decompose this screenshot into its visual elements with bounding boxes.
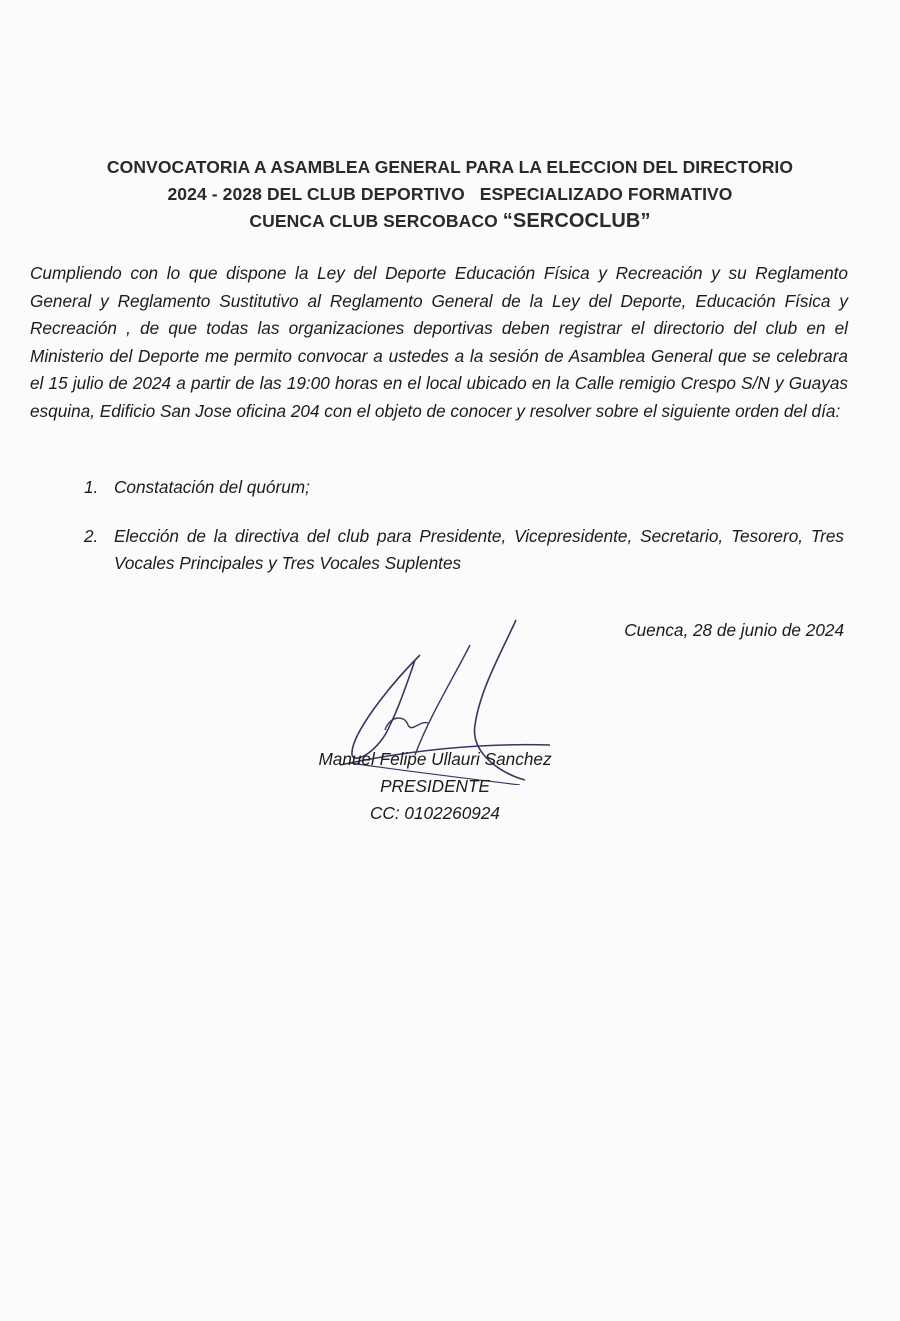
club-name-quoted: “SERCOCLUB” bbox=[502, 210, 651, 232]
title-line-3-text: CUENCA CLUB SERCOBACO bbox=[249, 211, 503, 231]
agenda-item-text: Constatación del quórum; bbox=[114, 477, 310, 497]
title-line-3 bbox=[0, 208, 900, 235]
title-line-1: CONVOCATORIA A ASAMBLEA GENERAL PARA LA ELECCION DEL DIRECTORIO bbox=[106, 157, 794, 177]
agenda-item bbox=[84, 474, 844, 501]
signatory-name: Manuel Felipe Ullauri Sanchez bbox=[318, 749, 552, 769]
body-paragraph: Cumpliendo con lo que dispone la Ley del Deporte Educación Física y Recreación y su Reglamento General y Reglamento Sustitutivo al Reglamento General de la Ley del Deporte, Educación Física y Recreación , de que todas las organizaciones deportivas deben registrar el directorio del club en el Ministerio del Deporte me permito convocar a ustedes a la sesión de Asamblea General que se celebrara el 15 julio de 2024 a partir de las 19:00 horas en el local ubicado en la Calle remigio Crespo S/N y Guayas esquina, Edificio San Jose oficina 204 con el objeto de conocer y resolver sobre el siguiente orden del día: bbox=[30, 263, 848, 421]
signature-block bbox=[290, 746, 580, 827]
signatory-role: PRESIDENTE bbox=[380, 776, 490, 796]
signatory-id: CC: 0102260924 bbox=[370, 803, 500, 823]
title-line-2: 2024 - 2028 DEL CLUB DEPORTIVO ESPECIALIZADO FORMATIVO bbox=[167, 184, 733, 204]
document-title bbox=[0, 154, 900, 235]
agenda-item-text: Elección de la directiva del club para Presidente, Vicepresidente, Secretario, Tesorero, Tres Vocales Principales y Tres Vocales Suplentes bbox=[114, 526, 844, 573]
place-and-date: Cuenca, 28 de junio de 2024 bbox=[624, 620, 844, 640]
agenda-item-number: 2. bbox=[84, 526, 99, 546]
agenda-item bbox=[84, 523, 844, 577]
agenda-item-number: 1. bbox=[84, 477, 99, 497]
agenda-list bbox=[84, 474, 844, 599]
